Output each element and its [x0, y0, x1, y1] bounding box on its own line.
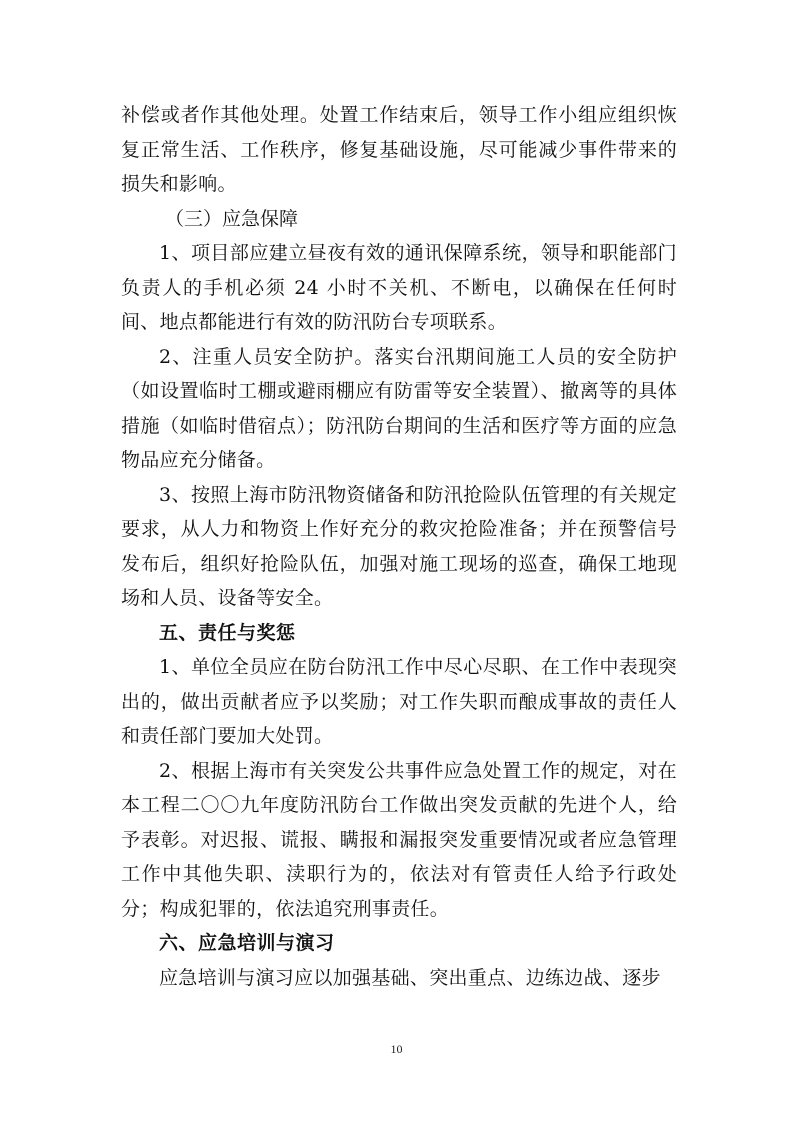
paragraph-rewards-penalties: 1、单位全员应在防台防汛工作中尽心尽职、在工作中表现突出的，做出贡献者应予以奖励；对工作失职而酿成事故的责任人和责任部门要加大处罚。 [121, 656, 677, 747]
paragraph-personnel-safety: 2、注重人员安全防护。落实台汛期间施工人员的安全防护（如设置临时工棚或避雨棚应有防雷等安全装置）、撤离等的具体措施（如临时借宿点）；防汛防台期间的生活和医疗等方面的应急物品应充分储备。 [121, 345, 677, 471]
section-heading-responsibility: 五、责任与奖惩 [159, 621, 296, 644]
section-heading-training: 六、应急培训与演习 [159, 932, 335, 954]
section-subheading-emergency-support: （三）应急保障 [165, 207, 299, 230]
paragraph-continuation: 补偿或者作其他处理。处置工作结束后，领导工作小组应组织恢复正常生活、工作秩序，修复基础设施，尽可能减少事件带来的损失和影响。 [121, 104, 677, 195]
page-number: 10 [390, 1042, 403, 1056]
paragraph-training-intro: 应急培训与演习应以加强基础、突出重点、边练边战、逐步 [159, 966, 661, 989]
document-body [121, 98, 677, 995]
paragraph-communication-support: 1、项目部应建立昼夜有效的通讯保障系统，领导和职能部门负责人的手机必须 24 小时不关机、不断电，以确保在任何时间、地点都能进行有效的防汛防台专项联系。 [121, 242, 677, 333]
paragraph-materials-reserve: 3、按照上海市防汛物资储备和防汛抢险队伍管理的有关规定要求，从人力和物资上作好充分的救灾抢险准备；并在预警信号发布后，组织好抢险队伍，加强对施工现场的巡查，确保工地现场和人员、设备等安全。 [121, 483, 677, 609]
paragraph-commendation-rules: 2、根据上海市有关突发公共事件应急处置工作的规定，对在本工程二〇〇九年度防汛防台工作做出突发贡献的先进个人，给予表彰。对迟报、谎报、瞒报和漏报突发重要情况或者应急管理工作中其他失职、渎职行为的，依法对有管责任人给予行政处分；构成犯罪的，依法追究刑事责任。 [121, 759, 677, 920]
